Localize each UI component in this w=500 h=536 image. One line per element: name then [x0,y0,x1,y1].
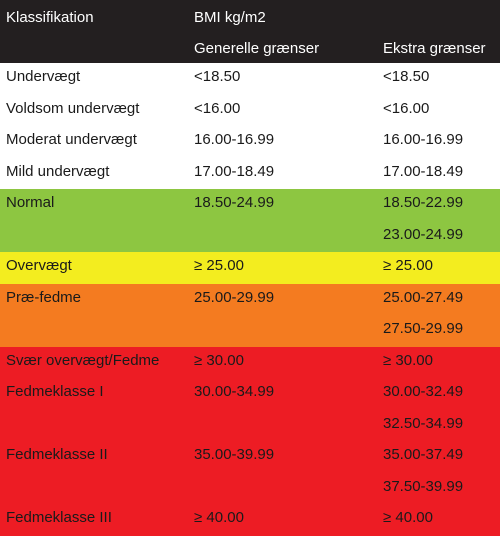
extra-limit-cell: <18.50 [383,68,430,85]
extra-limit-cell: 25.00-27.49 [383,288,464,306]
table-body [0,63,500,536]
extra-limit-cell: ≥ 30.00 [383,351,433,369]
table-row [0,410,500,442]
classification-cell: Fedmeklasse II [6,446,108,463]
extra-limit-cell: ≥ 40.00 [383,509,433,526]
header-classification: Klassifikation [6,9,94,26]
header-extra-limits: Ekstra grænser [383,40,486,57]
classification-cell: Fedmeklasse III [6,509,112,526]
classification-cell: Normal [6,194,55,211]
general-limit-cell: <16.00 [194,99,241,117]
general-limit-cell: <18.50 [194,68,241,85]
table-header [0,0,500,63]
extra-limit-cell: <16.00 [383,99,430,117]
extra-limit-cell: 32.50-34.99 [383,414,464,432]
header-general-limits: Generelle grænser [194,40,320,57]
classification-cell: Mild undervægt [6,162,110,180]
table-row [0,221,500,253]
extra-limit-cell: 37.50-39.99 [383,477,464,495]
table-row [0,252,500,284]
general-limit-cell: 16.00-16.99 [194,131,275,148]
table-row [0,315,500,347]
extra-limit-cell: 35.00-37.49 [383,446,464,463]
table-row [0,63,500,95]
extra-limit-cell: ≥ 25.00 [383,257,433,274]
classification-cell: Moderat undervægt [6,131,137,148]
general-limit-cell: 25.00-29.99 [194,288,275,306]
classification-cell: Undervægt [6,68,81,85]
general-limit-cell: 17.00-18.49 [194,162,275,180]
classification-cell: Voldsom undervægt [6,99,140,117]
general-limit-cell: ≥ 40.00 [194,509,244,526]
header-bmi-unit: BMI kg/m2 [194,9,266,26]
table-row [0,95,500,127]
general-limit-cell: ≥ 30.00 [194,351,244,369]
classification-cell: Svær overvægt/Fedme [6,351,160,369]
classification-cell: Fedmeklasse I [6,383,104,400]
extra-limit-cell: 30.00-32.49 [383,383,464,400]
extra-limit-cell: 18.50-22.99 [383,194,464,211]
classification-cell: Præ-fedme [6,288,82,306]
general-limit-cell: 18.50-24.99 [194,194,275,211]
table-row [0,189,500,221]
table-row [0,347,500,379]
general-limit-cell: ≥ 25.00 [194,257,244,274]
table-row [0,126,500,158]
general-limit-cell: 35.00-39.99 [194,446,275,463]
extra-limit-cell: 16.00-16.99 [383,131,464,148]
extra-limit-cell: 17.00-18.49 [383,162,464,180]
extra-limit-cell: 23.00-24.99 [383,225,464,243]
table-row [0,284,500,316]
general-limit-cell: 30.00-34.99 [194,383,275,400]
table-row [0,441,500,473]
table-row [0,473,500,505]
classification-cell: Overvægt [6,257,72,274]
table-row [0,158,500,190]
table-row [0,378,500,410]
extra-limit-cell: 27.50-29.99 [383,320,464,337]
